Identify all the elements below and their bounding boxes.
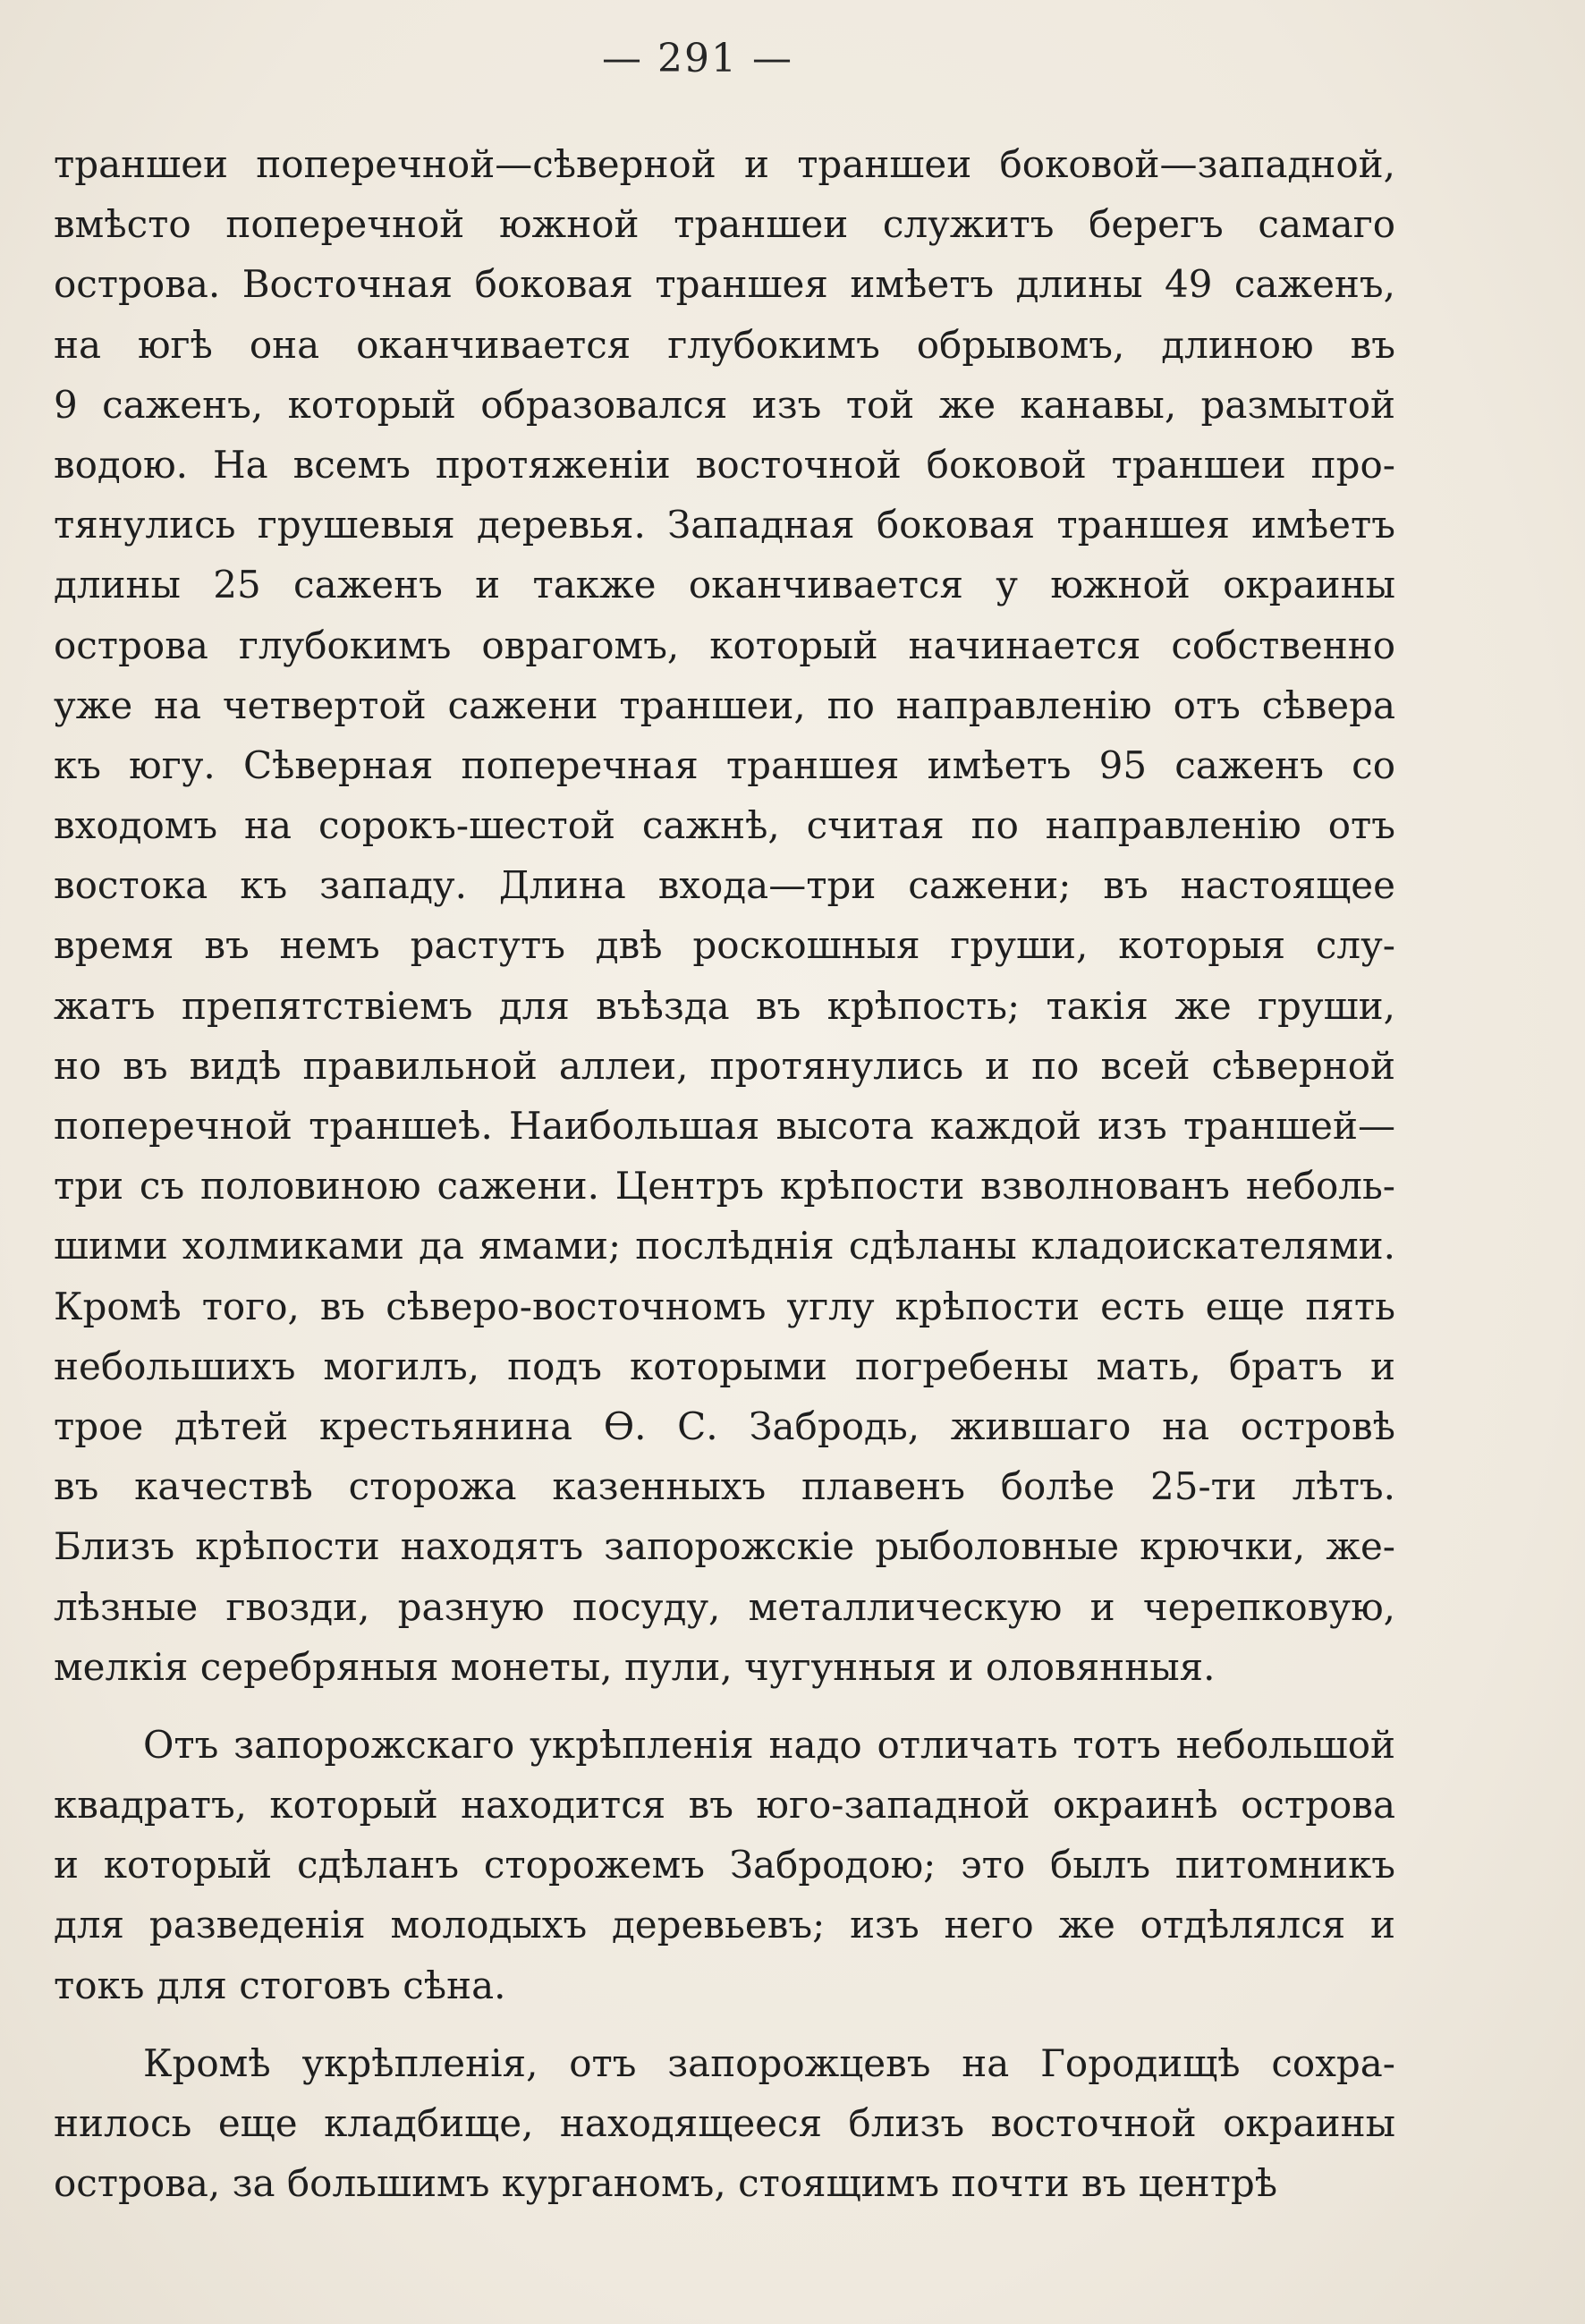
text-line: квадратъ, который находится въ юго-западной окраинѣ острова	[54, 1783, 1395, 1828]
text-line: траншеи поперечной—сѣверной и траншеи боковой—западной,	[54, 142, 1395, 186]
text-line: Кромѣ того, въ сѣверо-восточномъ углу крѣпости есть еще пять	[54, 1284, 1395, 1328]
text-line: острова. Восточная боковая траншея имѣетъ длины 49 саженъ,	[54, 262, 1395, 307]
text-line: водою. На всемъ протяженіи восточной боковой траншеи про-	[54, 442, 1395, 487]
text-line: востока къ западу. Длина входа—три сажени; въ настоящее	[54, 863, 1395, 908]
text-line: поперечной траншеѣ. Наибольшая высота каждой изъ траншей—	[54, 1104, 1395, 1148]
text-line: небольшихъ могилъ, подъ которыми погребены мать, братъ и	[54, 1344, 1395, 1388]
text-line: лѣзные гвозди, разную посуду, металлическую и черепковую,	[54, 1584, 1395, 1629]
text-line: Кромѣ укрѣпленія, отъ запорожцевъ на Городищѣ сохра-	[143, 2040, 1395, 2085]
text-line: длины 25 саженъ и также оканчивается у южной окраины	[54, 563, 1395, 607]
page-number: — 291 —	[602, 36, 793, 81]
text-line: нилось еще кладбище, находящееся близъ восточной окраины	[54, 2101, 1395, 2145]
paragraph	[54, 1715, 1395, 2015]
text-line: острова глубокимъ оврагомъ, который начинается собственно	[54, 623, 1395, 667]
text-line: уже на четвертой сажени траншеи, по направленію отъ сѣвера	[54, 683, 1395, 727]
text-line: шими холмиками да ямами; послѣднія сдѣланы кладоискателями.	[54, 1224, 1395, 1268]
text-line: Отъ запорожскаго укрѣпленія надо отличать тотъ небольшой	[143, 1722, 1395, 1767]
text-line: входомъ на сорокъ-шестой сажнѣ, считая по направленію отъ	[54, 803, 1395, 848]
paragraph-gap	[54, 1697, 1395, 1715]
page-text	[54, 134, 1395, 2213]
text-line: острова, за большимъ курганомъ, стоящимъ почти въ центрѣ	[54, 2161, 1278, 2206]
text-line: вмѣсто поперечной южной траншеи служитъ берегъ самаго	[54, 202, 1395, 247]
text-line: три съ половиною сажени. Центръ крѣпости взволнованъ неболь-	[54, 1164, 1395, 1209]
text-line: время въ немъ растутъ двѣ роскошныя груши, которыя слу-	[54, 923, 1395, 968]
text-line: 9 саженъ, который образовался изъ той же канавы, размытой	[54, 382, 1395, 427]
text-line: на югѣ она оканчивается глубокимъ обрывомъ, длиною въ	[54, 322, 1395, 367]
paragraph	[54, 134, 1395, 1697]
text-line: жатъ препятствіемъ для въѣзда въ крѣпость; такія же груши,	[54, 983, 1395, 1028]
text-line: къ югу. Сѣверная поперечная траншея имѣетъ 95 саженъ со	[54, 742, 1395, 787]
text-line: токъ для стоговъ сѣна.	[54, 1963, 506, 2007]
text-line: мелкія серебряныя монеты, пули, чугунныя и оловянныя.	[54, 1644, 1216, 1689]
text-line: но въ видѣ правильной аллеи, протянулись и по всей сѣверной	[54, 1043, 1395, 1088]
paragraph-gap	[54, 2015, 1395, 2033]
text-line: Близъ крѣпости находятъ запорожскіе рыболовные крючки, же-	[54, 1524, 1395, 1569]
text-line: въ качествѣ сторожа казенныхъ плавенъ болѣе 25-ти лѣтъ.	[54, 1464, 1395, 1509]
text-line: трое дѣтей крестьянина Ѳ. С. Забродь, жившаго на островѣ	[54, 1404, 1395, 1448]
paragraph	[54, 2033, 1395, 2214]
text-line: тянулись грушевыя деревья. Западная боковая траншея имѣетъ	[54, 503, 1395, 547]
text-line: для разведенія молодыхъ деревьевъ; изъ него же отдѣлялся и	[54, 1903, 1395, 1947]
text-line: и который сдѣланъ сторожемъ Забродою; это былъ питомникъ	[54, 1843, 1395, 1887]
